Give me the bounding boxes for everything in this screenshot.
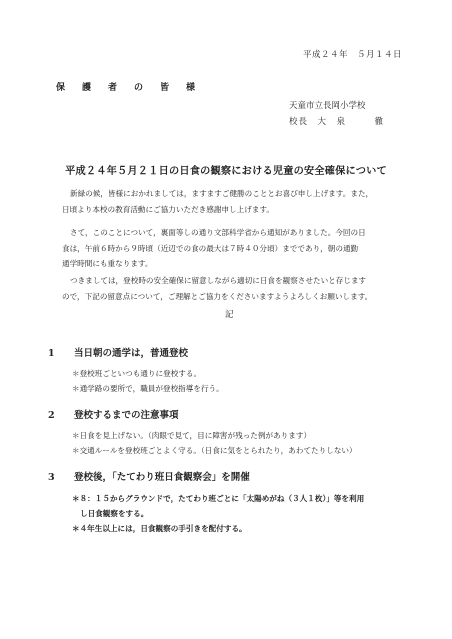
section-2-item: ＊日食を見上げない。（肉眼で見て，目に障害が残った例があります） — [72, 431, 312, 440]
paragraph-greeting — [62, 186, 424, 217]
ki-marker: 記 — [225, 310, 234, 320]
section-number: 2 — [48, 410, 55, 421]
paragraph-line: つきましては，登校時の安全確保に留意しながら適切に日食を観察させたいと存じます — [70, 276, 367, 285]
paragraph-notice — [62, 225, 424, 272]
section-number: 3 — [48, 472, 55, 483]
paragraph-request — [62, 273, 424, 304]
paragraph-line: 新緑の候，皆様におかれましては，ますますご健勝のこととお喜び申し上げます。また， — [70, 189, 374, 198]
section-3-item-continued: し日食観察をする。 — [80, 509, 149, 518]
section-title: 登校後，「たてわり班日食観察会」を開催 — [74, 472, 250, 483]
section-title: 登校するまでの注意事項 — [74, 410, 179, 421]
section-1-item: ＊通学路の要所で，職員が登校指導を行う。 — [72, 384, 224, 393]
date: 平成２４年 ５月１４日 — [302, 50, 402, 60]
paragraph-line: 通学時間にも重なります。 — [62, 259, 153, 268]
paragraph-line: さて，このことについて，裏面等しの通り文部科学省から通知がありました。今回の日 — [70, 228, 366, 237]
paragraph-line: ので，下記の留意点について，ご理解とご協力をくださいますようよろしくお願いします。 — [62, 291, 373, 301]
section-3-item: ＊８：１５からグラウンドで，たてわり班ごとに「太陽めがね（３人１枚）」等を利用 — [72, 494, 365, 503]
section-title: 当日朝の通学は，普通登校 — [74, 348, 189, 359]
principal-name: 校長 大 泉 徹 — [289, 117, 385, 127]
section-heading-2 — [48, 407, 179, 421]
recipient: 保 護 者 の 皆 様 — [56, 83, 200, 93]
section-1-item: ＊登校班ごといつも通りに登校する。 — [72, 369, 202, 378]
section-number: 1 — [48, 348, 55, 359]
section-3-item: ＊４年生以上には，日食観察の手引きを配付する。 — [72, 524, 247, 533]
paragraph-line: 日頃より本校の教育活動にご協力いただき感謝申し上げます。 — [62, 204, 275, 214]
section-heading-3 — [48, 469, 250, 483]
document-title: 平成２４年５月２１日の日食の観察における児童の安全確保について — [65, 165, 387, 177]
paragraph-line: 食は，午前６時から９時頃（近辺での食の最大は７時４０分頃）までであり，朝の通勤 — [62, 243, 359, 253]
section-2-item: ＊交通ルールを登校班ごとよく守る。（日食に気をとられたり，あわてたりしない） — [72, 446, 357, 455]
section-heading-1 — [48, 345, 188, 359]
school-name: 天童市立長岡小学校 — [289, 101, 366, 111]
